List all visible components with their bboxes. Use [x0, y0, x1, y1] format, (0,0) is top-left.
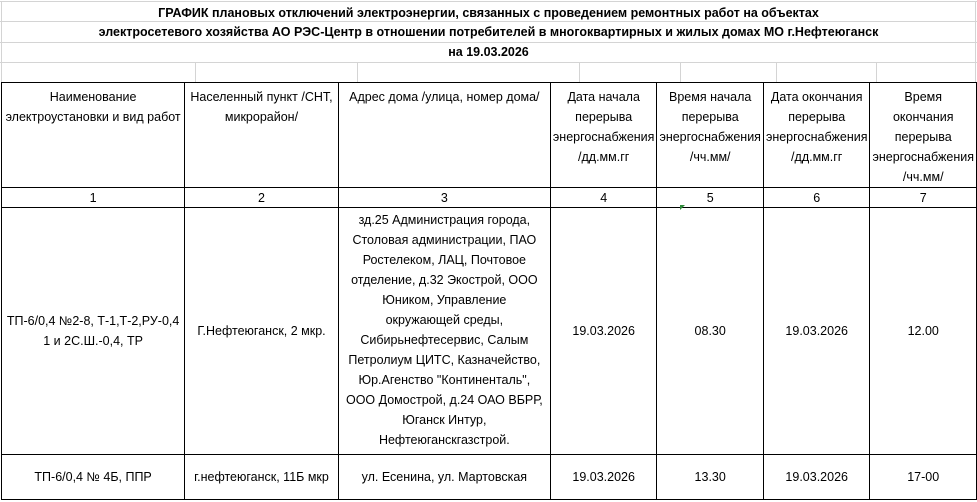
table-row	[2, 455, 977, 500]
title-line-3: на 19.03.2026	[448, 45, 529, 59]
header-start-time[interactable]: Время начала перерыва энергоснабжения /чч.мм/	[657, 83, 764, 188]
end-time-cell[interactable]: 17-00	[870, 455, 977, 500]
table-row	[2, 208, 977, 455]
gridline	[776, 62, 777, 82]
header-locality[interactable]: Населенный пункт /СНТ, микрорайон/	[185, 83, 339, 188]
start-date-cell[interactable]: 19.03.2026	[550, 455, 657, 500]
address-cell[interactable]	[338, 208, 550, 455]
installation-cell[interactable]: ТП-6/0,4 №2-8, Т-1,Т-2,РУ-0,4 1 и 2С.Ш.-0,4, ТР	[2, 208, 185, 455]
address-cell[interactable]: ул. Есенина, ул. Мартовская	[338, 455, 550, 500]
title-line-1: ГРАФИК плановых отключений электроэнергии, связанных с проведением ремонтных работ на объектах	[158, 6, 819, 20]
gridline	[876, 62, 877, 82]
column-number[interactable]: 7	[870, 188, 977, 208]
gridline	[0, 62, 977, 63]
outage-table	[1, 82, 977, 500]
column-number-row	[2, 188, 977, 208]
column-number[interactable]: 5	[657, 188, 764, 208]
end-date-cell[interactable]: 19.03.2026	[763, 208, 870, 455]
column-number[interactable]: 4	[550, 188, 657, 208]
locality-cell[interactable]: Г.Нефтеюганск, 2 мкр.	[185, 208, 339, 455]
header-end-date[interactable]: Дата окончания перерыва энергоснабжения /дд.мм.гг	[763, 83, 870, 188]
start-time-cell[interactable]: 08.30	[657, 208, 764, 455]
comment-indicator-icon	[680, 205, 685, 210]
locality-cell[interactable]: г.нефтеюганск, 11Б мкр	[185, 455, 339, 500]
gridline	[0, 1, 977, 2]
column-number[interactable]: 3	[338, 188, 550, 208]
title-line-2: электросетевого хозяйства АО РЭС-Центр в отношении потребителей в многоквартирных и жилых домах МО г.Нефтеюганск	[98, 25, 879, 39]
header-row	[2, 83, 977, 188]
start-time-cell[interactable]: 13.30	[657, 455, 764, 500]
address-text: зд.25 Администрация города, Столовая администрации, ПАО Ростелеком, ЛАЦ, Почтовое отделение, д.32 Экострой, ООО Юником, Управление окружающей среды, Сибирьнефтесервис, Салым Петролиум ЦИТС, Казначейство, Юр.Агенство "Континенталь", ООО Домострой, д.24 ОАО ВБРР, Юганск Интур, Нефтеюганскгазстрой.	[345, 213, 543, 447]
column-number[interactable]: 2	[185, 188, 339, 208]
column-number[interactable]: 1	[2, 188, 185, 208]
header-installation[interactable]: Наименование электроустановки и вид работ	[2, 83, 185, 188]
start-date-cell[interactable]: 19.03.2026	[550, 208, 657, 455]
header-end-time[interactable]: Время окончания перерыва энергоснабжения /чч.мм/	[870, 83, 977, 188]
header-address[interactable]: Адрес дома /улица, номер дома/	[338, 83, 550, 188]
gridline	[680, 62, 681, 82]
installation-cell[interactable]: ТП-6/0,4 № 4Б, ППР	[2, 455, 185, 500]
end-date-cell[interactable]: 19.03.2026	[763, 455, 870, 500]
end-time-cell[interactable]: 12.00	[870, 208, 977, 455]
gridline	[195, 62, 196, 82]
gridline	[357, 62, 358, 82]
header-start-date[interactable]: Дата начала перерыва энергоснабжения /дд.мм.гг	[550, 83, 657, 188]
gridline	[579, 62, 580, 82]
column-number[interactable]: 6	[763, 188, 870, 208]
